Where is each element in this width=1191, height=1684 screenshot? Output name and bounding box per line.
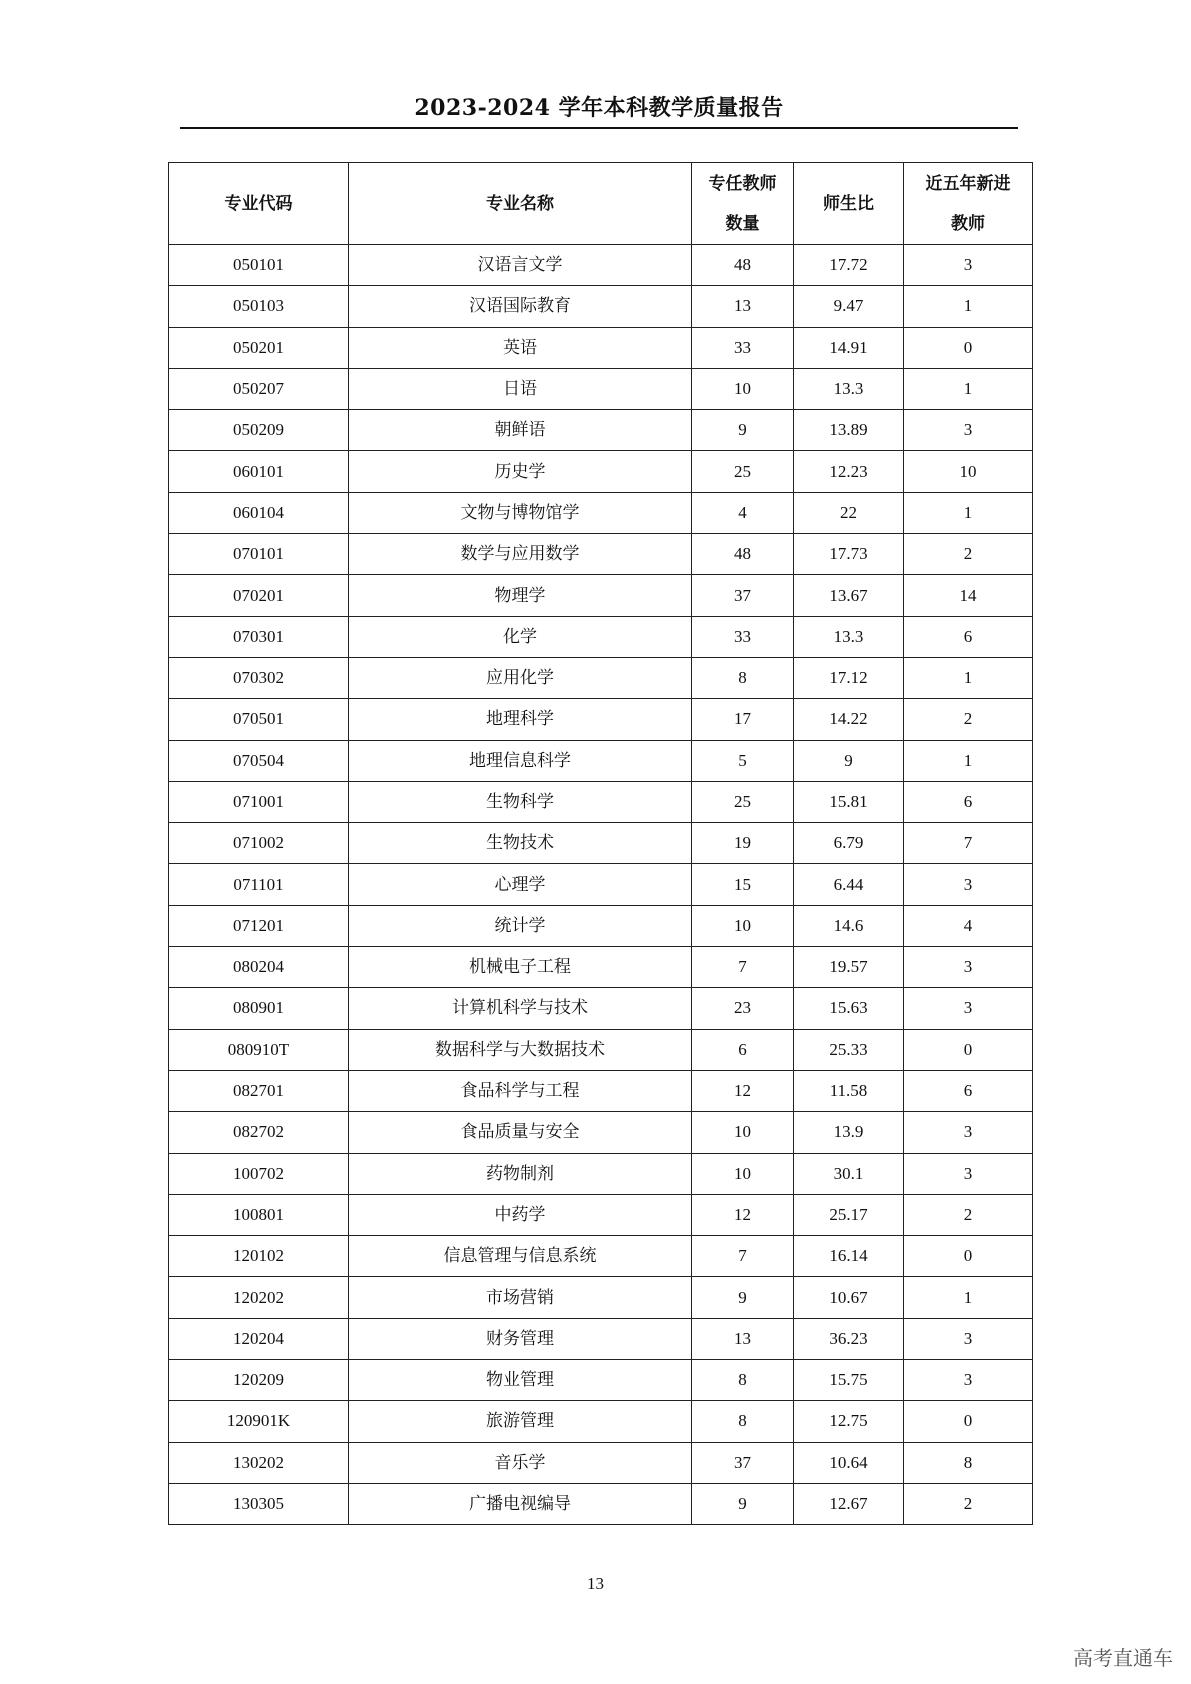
- column-header-new-line1: 近五年新进: [925, 173, 1011, 194]
- table-row: [169, 1236, 1033, 1277]
- cell-name: 英语: [349, 327, 692, 368]
- table-row: [169, 905, 1033, 946]
- cell-name: 生物技术: [349, 823, 692, 864]
- cell-new: 0: [904, 1029, 1033, 1070]
- header-rule: [180, 127, 1018, 129]
- cell-ratio: 25.17: [794, 1194, 904, 1235]
- cell-ratio: 12.75: [794, 1401, 904, 1442]
- cell-code: 060101: [169, 451, 349, 492]
- cell-new: 7: [904, 823, 1033, 864]
- cell-name: 信息管理与信息系统: [349, 1236, 692, 1277]
- cell-ratio: 6.79: [794, 823, 904, 864]
- cell-code: 050101: [169, 245, 349, 286]
- table-row: [169, 740, 1033, 781]
- cell-code: 120901K: [169, 1401, 349, 1442]
- cell-code: 130202: [169, 1442, 349, 1483]
- cell-new: 2: [904, 1194, 1033, 1235]
- cell-ratio: 9: [794, 740, 904, 781]
- cell-name: 市场营销: [349, 1277, 692, 1318]
- cell-code: 100702: [169, 1153, 349, 1194]
- cell-teachers: 8: [692, 1401, 794, 1442]
- cell-name: 药物制剂: [349, 1153, 692, 1194]
- table-row: [169, 368, 1033, 409]
- cell-ratio: 15.81: [794, 781, 904, 822]
- table-row: [169, 1483, 1033, 1524]
- cell-name: 食品质量与安全: [349, 1112, 692, 1153]
- cell-code: 070101: [169, 534, 349, 575]
- cell-ratio: 17.12: [794, 657, 904, 698]
- column-header-new: [904, 163, 1033, 245]
- cell-teachers: 10: [692, 905, 794, 946]
- cell-name: 应用化学: [349, 657, 692, 698]
- cell-code: 071002: [169, 823, 349, 864]
- cell-ratio: 12.23: [794, 451, 904, 492]
- cell-code: 071101: [169, 864, 349, 905]
- column-header-code-label: 专业代码: [224, 193, 293, 214]
- cell-ratio: 13.89: [794, 410, 904, 451]
- cell-teachers: 5: [692, 740, 794, 781]
- cell-new: 3: [904, 1112, 1033, 1153]
- cell-name: 广播电视编导: [349, 1483, 692, 1524]
- table-row: [169, 1277, 1033, 1318]
- cell-code: 082701: [169, 1070, 349, 1111]
- cell-new: 1: [904, 740, 1033, 781]
- cell-name: 日语: [349, 368, 692, 409]
- cell-teachers: 8: [692, 1360, 794, 1401]
- cell-new: 2: [904, 534, 1033, 575]
- table-row: [169, 1442, 1033, 1483]
- cell-new: 3: [904, 1318, 1033, 1359]
- cell-code: 080901: [169, 988, 349, 1029]
- cell-code: 071201: [169, 905, 349, 946]
- cell-code: 050209: [169, 410, 349, 451]
- column-header-ratio-label: 师生比: [823, 193, 874, 214]
- table-row: [169, 864, 1033, 905]
- column-header-name-label: 专业名称: [486, 193, 554, 214]
- cell-new: 0: [904, 1236, 1033, 1277]
- table-row: [169, 988, 1033, 1029]
- cell-name: 计算机科学与技术: [349, 988, 692, 1029]
- cell-new: 3: [904, 1153, 1033, 1194]
- cell-name: 汉语国际教育: [349, 286, 692, 327]
- cell-ratio: 13.3: [794, 616, 904, 657]
- cell-ratio: 15.63: [794, 988, 904, 1029]
- cell-ratio: 17.72: [794, 245, 904, 286]
- cell-name: 物理学: [349, 575, 692, 616]
- cell-teachers: 13: [692, 1318, 794, 1359]
- table-row: [169, 327, 1033, 368]
- cell-new: 10: [904, 451, 1033, 492]
- cell-ratio: 14.91: [794, 327, 904, 368]
- cell-new: 2: [904, 1483, 1033, 1524]
- cell-teachers: 37: [692, 1442, 794, 1483]
- cell-teachers: 10: [692, 1112, 794, 1153]
- cell-new: 3: [904, 410, 1033, 451]
- cell-new: 14: [904, 575, 1033, 616]
- cell-teachers: 17: [692, 699, 794, 740]
- cell-ratio: 22: [794, 492, 904, 533]
- cell-new: 1: [904, 1277, 1033, 1318]
- table-row: [169, 245, 1033, 286]
- cell-name: 地理信息科学: [349, 740, 692, 781]
- cell-new: 3: [904, 988, 1033, 1029]
- column-header-new-line2: 教师: [951, 213, 985, 234]
- table-row: [169, 1029, 1033, 1070]
- table-row: [169, 1112, 1033, 1153]
- table-row: [169, 1360, 1033, 1401]
- cell-ratio: 13.3: [794, 368, 904, 409]
- cell-new: 6: [904, 616, 1033, 657]
- cell-ratio: 17.73: [794, 534, 904, 575]
- cell-ratio: 36.23: [794, 1318, 904, 1359]
- cell-name: 机械电子工程: [349, 947, 692, 988]
- cell-name: 物业管理: [349, 1360, 692, 1401]
- cell-name: 历史学: [349, 451, 692, 492]
- cell-teachers: 25: [692, 451, 794, 492]
- cell-code: 071001: [169, 781, 349, 822]
- cell-new: 1: [904, 368, 1033, 409]
- cell-ratio: 10.64: [794, 1442, 904, 1483]
- cell-teachers: 9: [692, 1277, 794, 1318]
- column-header-ratio: [794, 163, 904, 245]
- table-row: [169, 616, 1033, 657]
- column-header-name: [349, 163, 692, 245]
- cell-new: 0: [904, 327, 1033, 368]
- cell-teachers: 10: [692, 368, 794, 409]
- cell-teachers: 37: [692, 575, 794, 616]
- cell-new: 1: [904, 286, 1033, 327]
- cell-teachers: 19: [692, 823, 794, 864]
- cell-ratio: 19.57: [794, 947, 904, 988]
- table-row: [169, 699, 1033, 740]
- table-row: [169, 1070, 1033, 1111]
- table-row: [169, 657, 1033, 698]
- cell-code: 120204: [169, 1318, 349, 1359]
- cell-teachers: 25: [692, 781, 794, 822]
- cell-code: 070301: [169, 616, 349, 657]
- cell-new: 3: [904, 1360, 1033, 1401]
- cell-name: 心理学: [349, 864, 692, 905]
- cell-teachers: 7: [692, 1236, 794, 1277]
- cell-ratio: 6.44: [794, 864, 904, 905]
- column-header-teachers: [692, 163, 794, 245]
- cell-new: 6: [904, 781, 1033, 822]
- cell-name: 财务管理: [349, 1318, 692, 1359]
- cell-code: 082702: [169, 1112, 349, 1153]
- cell-teachers: 12: [692, 1070, 794, 1111]
- cell-ratio: 15.75: [794, 1360, 904, 1401]
- cell-new: 4: [904, 905, 1033, 946]
- cell-new: 0: [904, 1401, 1033, 1442]
- cell-teachers: 7: [692, 947, 794, 988]
- cell-code: 070501: [169, 699, 349, 740]
- cell-teachers: 23: [692, 988, 794, 1029]
- cell-ratio: 10.67: [794, 1277, 904, 1318]
- cell-teachers: 48: [692, 245, 794, 286]
- cell-teachers: 9: [692, 410, 794, 451]
- cell-new: 3: [904, 947, 1033, 988]
- cell-ratio: 30.1: [794, 1153, 904, 1194]
- cell-name: 旅游管理: [349, 1401, 692, 1442]
- cell-code: 080204: [169, 947, 349, 988]
- cell-teachers: 4: [692, 492, 794, 533]
- cell-teachers: 9: [692, 1483, 794, 1524]
- cell-code: 130305: [169, 1483, 349, 1524]
- table-body: [169, 245, 1033, 1525]
- cell-new: 1: [904, 492, 1033, 533]
- watermark: 高考直通车: [1073, 1646, 1173, 1670]
- cell-teachers: 6: [692, 1029, 794, 1070]
- table-row: [169, 823, 1033, 864]
- cell-name: 朝鲜语: [349, 410, 692, 451]
- cell-teachers: 48: [692, 534, 794, 575]
- cell-teachers: 12: [692, 1194, 794, 1235]
- cell-code: 120209: [169, 1360, 349, 1401]
- table-row: [169, 575, 1033, 616]
- cell-ratio: 25.33: [794, 1029, 904, 1070]
- cell-code: 050207: [169, 368, 349, 409]
- cell-ratio: 12.67: [794, 1483, 904, 1524]
- cell-code: 050201: [169, 327, 349, 368]
- cell-ratio: 13.9: [794, 1112, 904, 1153]
- cell-code: 070504: [169, 740, 349, 781]
- table-row: [169, 286, 1033, 327]
- cell-ratio: 9.47: [794, 286, 904, 327]
- table-row: [169, 451, 1033, 492]
- table-row: [169, 1401, 1033, 1442]
- cell-new: 1: [904, 657, 1033, 698]
- cell-code: 070302: [169, 657, 349, 698]
- cell-teachers: 13: [692, 286, 794, 327]
- cell-code: 120102: [169, 1236, 349, 1277]
- cell-name: 汉语言文学: [349, 245, 692, 286]
- cell-ratio: 11.58: [794, 1070, 904, 1111]
- page-title: 2023-2024 学年本科教学质量报告: [414, 95, 784, 121]
- column-header-teachers-line1: 专任教师: [708, 173, 777, 194]
- table-row: [169, 781, 1033, 822]
- table-row: [169, 1318, 1033, 1359]
- cell-new: 8: [904, 1442, 1033, 1483]
- faculty-table: [168, 162, 1033, 1525]
- cell-name: 生物科学: [349, 781, 692, 822]
- table-row: [169, 1153, 1033, 1194]
- cell-name: 地理科学: [349, 699, 692, 740]
- page-number: 13: [587, 1574, 604, 1593]
- table-row: [169, 492, 1033, 533]
- cell-ratio: 13.67: [794, 575, 904, 616]
- cell-code: 070201: [169, 575, 349, 616]
- cell-teachers: 33: [692, 327, 794, 368]
- column-header-teachers-line2: 数量: [725, 213, 760, 234]
- table-header-row: [169, 163, 1033, 245]
- cell-name: 数据科学与大数据技术: [349, 1029, 692, 1070]
- cell-teachers: 8: [692, 657, 794, 698]
- cell-name: 中药学: [349, 1194, 692, 1235]
- cell-code: 080910T: [169, 1029, 349, 1070]
- table-row: [169, 947, 1033, 988]
- cell-name: 化学: [349, 616, 692, 657]
- cell-new: 3: [904, 245, 1033, 286]
- cell-new: 3: [904, 864, 1033, 905]
- cell-name: 食品科学与工程: [349, 1070, 692, 1111]
- cell-teachers: 15: [692, 864, 794, 905]
- table-row: [169, 1194, 1033, 1235]
- cell-teachers: 33: [692, 616, 794, 657]
- table-row: [169, 410, 1033, 451]
- cell-code: 050103: [169, 286, 349, 327]
- cell-teachers: 10: [692, 1153, 794, 1194]
- cell-code: 060104: [169, 492, 349, 533]
- cell-ratio: 16.14: [794, 1236, 904, 1277]
- table-row: [169, 534, 1033, 575]
- cell-name: 统计学: [349, 905, 692, 946]
- cell-ratio: 14.22: [794, 699, 904, 740]
- cell-ratio: 14.6: [794, 905, 904, 946]
- cell-new: 2: [904, 699, 1033, 740]
- cell-code: 100801: [169, 1194, 349, 1235]
- cell-code: 120202: [169, 1277, 349, 1318]
- cell-name: 文物与博物馆学: [349, 492, 692, 533]
- cell-name: 数学与应用数学: [349, 534, 692, 575]
- cell-new: 6: [904, 1070, 1033, 1111]
- cell-name: 音乐学: [349, 1442, 692, 1483]
- column-header-code: [169, 163, 349, 245]
